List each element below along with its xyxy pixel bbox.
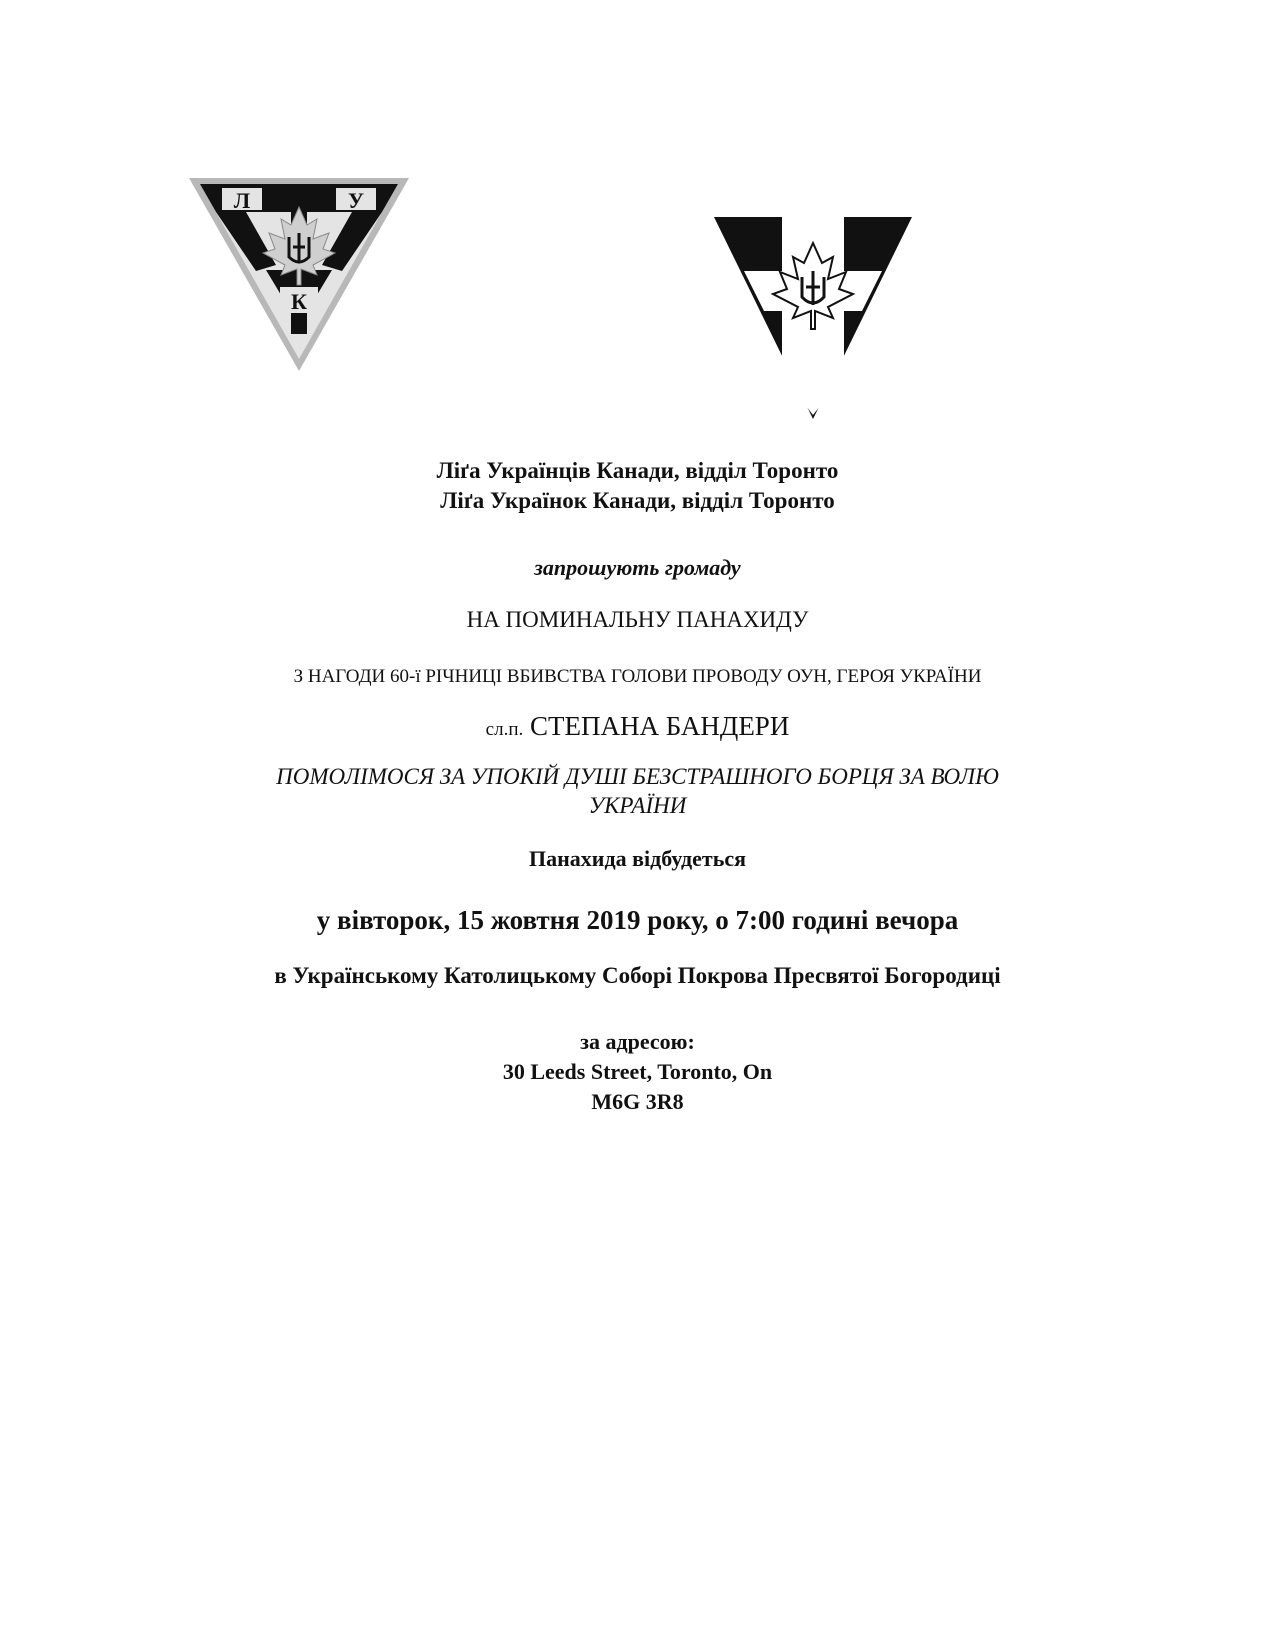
org-line-1: Ліґа Українців Канади, відділ Торонто <box>436 458 839 483</box>
luk-logo <box>186 175 412 375</box>
occasion: З НАГОДИ 60-ї РІЧНИЦІ ВБИВСТВА ГОЛОВИ ПРОВОДУ ОУН, ГЕРОЯ УКРАЇНИ <box>293 666 982 687</box>
luk-women-emblem-icon <box>712 215 914 421</box>
address-street: 30 Leeds Street, Toronto, On <box>502 1059 773 1084</box>
will-be-held: Панахида відбудеться <box>529 846 746 871</box>
logo-letter-k: К <box>291 289 307 314</box>
address-postal: M6G 3R8 <box>591 1089 684 1114</box>
datetime: у вівторок, 15 жовтня 2019 року, о 7:00 годині вечора <box>316 905 959 935</box>
org-line-2: Ліґа Українок Канади, відділ Торонто <box>440 488 835 513</box>
prayer <box>0 762 1275 820</box>
luk-emblem-icon <box>186 175 412 375</box>
name-prefix: сл.п. <box>485 719 524 740</box>
address <box>0 1027 1275 1117</box>
organizations <box>0 456 1275 516</box>
prayer-line-2: УКРАЇНИ <box>588 793 687 818</box>
deceased-name <box>0 711 1275 742</box>
logo-letter-u: У <box>347 188 365 213</box>
logo-letter-l: Л <box>233 188 251 213</box>
name-full: СТЕПАНА БАНДЕРИ <box>530 711 790 741</box>
invite-text: запрошують громаду <box>534 555 741 580</box>
prayer-line-1: ПОМОЛІМОСЯ ЗА УПОКІЙ ДУШІ БЕЗСТРАШНОГО БОРЦЯ ЗА ВОЛЮ <box>276 764 999 789</box>
address-label: за адресою: <box>580 1029 695 1054</box>
venue: в Українському Католицькому Соборі Покрова Пресвятої Богородиці <box>274 963 1001 988</box>
heading: НА ПОМИНАЛЬНУ ПАНАХИДУ <box>466 607 809 632</box>
luk-women-logo <box>712 215 914 421</box>
